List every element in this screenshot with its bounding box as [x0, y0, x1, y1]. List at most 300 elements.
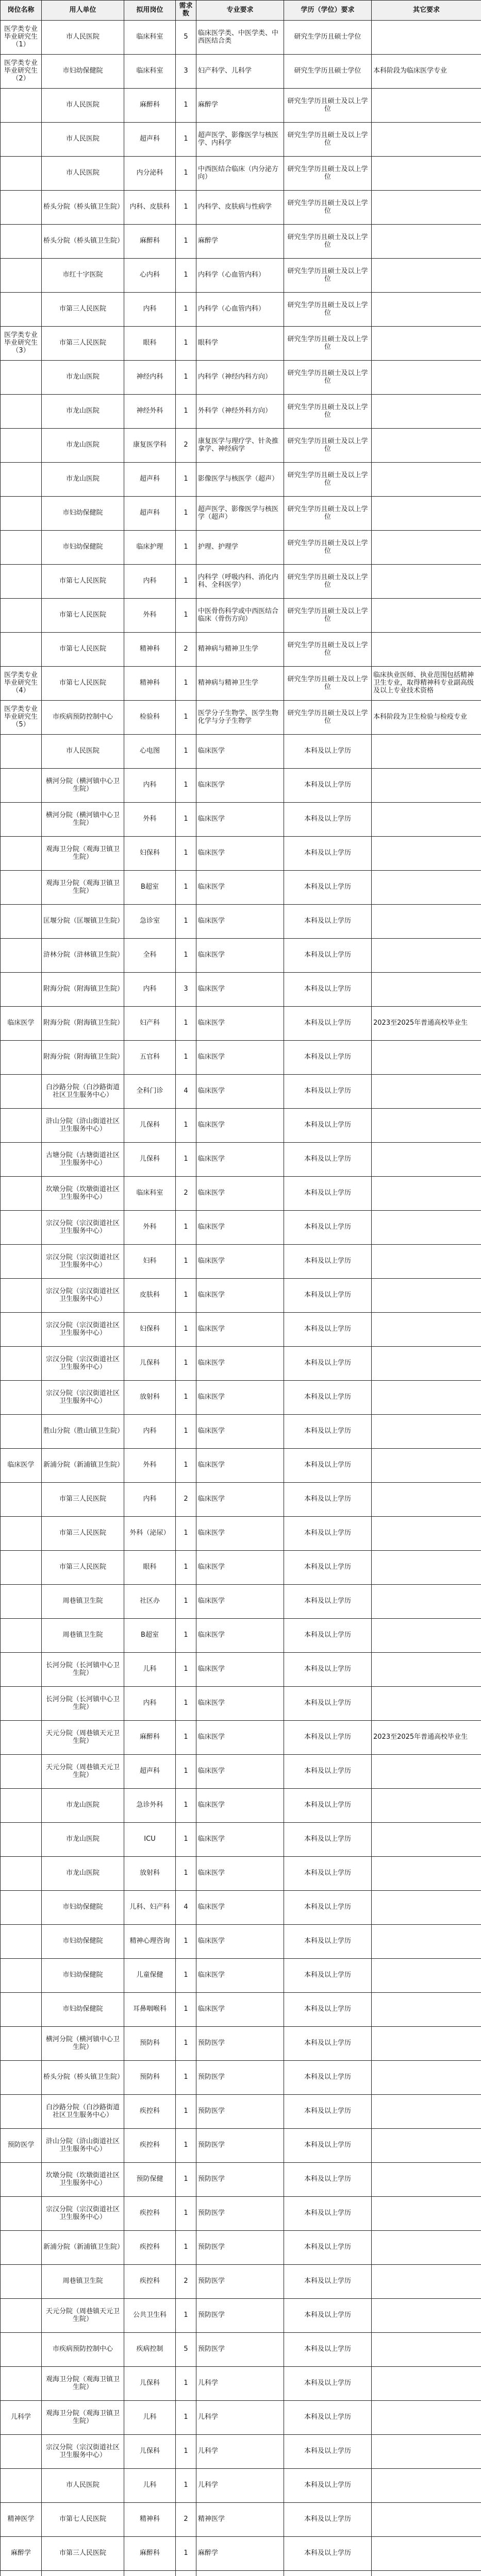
- cell-other: [372, 1755, 481, 1789]
- cell-major: 内科学（呼吸内科、消化内科、全科医学）: [196, 565, 284, 599]
- cell-major: 预防医学: [196, 2129, 284, 2163]
- cell-other: 本科阶段为临床医学专业: [372, 55, 481, 89]
- cell-other: [372, 395, 481, 429]
- cell-other: [372, 803, 481, 837]
- cell-education: 本科及以上学历: [284, 2469, 372, 2503]
- cell-major: 临床医学: [196, 1755, 284, 1789]
- cell-employer: 市第三人民医院: [42, 327, 124, 361]
- cell-education: 本科及以上学历: [284, 1789, 372, 1823]
- cell-major: 儿科学: [196, 2367, 284, 2401]
- table-row: [1, 429, 481, 463]
- cell-post: 儿童保健: [124, 1959, 176, 1993]
- cell-count: 1: [176, 361, 196, 395]
- cell-employer: 市人民医院: [42, 89, 124, 123]
- cell-post: 临床科室: [124, 21, 176, 55]
- cell-post: 皮肤科: [124, 1279, 176, 1313]
- cell-count: 1: [176, 2129, 196, 2163]
- cell-other: [372, 973, 481, 1007]
- table-row: [1, 2163, 481, 2197]
- cell-major: 医学分子生物学、医学生物化学与分子生物学: [196, 701, 284, 735]
- cell-post: 妇科: [124, 1245, 176, 1279]
- cell-education: 研究生学历且硕士学位: [284, 55, 372, 89]
- cell-count: 1: [176, 1517, 196, 1551]
- cell-post: 疾控科: [124, 2197, 176, 2231]
- cell-count: 1: [176, 1687, 196, 1721]
- cell-post: 临床护理: [124, 531, 176, 565]
- table-row: [1, 1789, 481, 1823]
- cell-post: 精神科: [124, 2503, 176, 2537]
- cell-count: 1: [176, 667, 196, 701]
- cell-count: 1: [176, 905, 196, 939]
- table-row: [1, 89, 481, 123]
- cell-employer: 市妇幼保健院: [42, 531, 124, 565]
- cell-count: 1: [176, 1313, 196, 1347]
- cell-post: 疾控科: [124, 2129, 176, 2163]
- cell-employer: 市龙山医院: [42, 1823, 124, 1857]
- cell-education: 研究生学历且硕士及以上学位: [284, 633, 372, 667]
- cell-major: 麻醉学: [196, 89, 284, 123]
- cell-position: [1, 1245, 42, 1279]
- cell-employer: 市第七人民医院: [42, 565, 124, 599]
- cell-employer: 附海分院（附海镇卫生院）: [42, 1041, 124, 1075]
- cell-employer: 观海卫分院（观海卫镇卫生院）: [42, 837, 124, 871]
- cell-education: 本科及以上学历: [284, 1313, 372, 1347]
- table-row: [1, 327, 481, 361]
- cell-other: [372, 429, 481, 463]
- table-row: [1, 1619, 481, 1653]
- cell-major: 临床医学: [196, 1075, 284, 1109]
- cell-position: 临床医学: [1, 1449, 42, 1483]
- cell-education: 本科及以上学历: [284, 2503, 372, 2537]
- cell-other: 本科阶段为卫生检验与检疫专业: [372, 701, 481, 735]
- cell-count: 1: [176, 1143, 196, 1177]
- cell-count: 1: [176, 2469, 196, 2503]
- cell-other: [372, 1823, 481, 1857]
- cell-education: 本科及以上学历: [284, 1687, 372, 1721]
- cell-other: [372, 1551, 481, 1585]
- cell-major: 眼科学: [196, 327, 284, 361]
- cell-education: 本科及以上学历: [284, 1245, 372, 1279]
- cell-education: 研究生学历且硕士及以上学位: [284, 497, 372, 531]
- cell-count: 4: [176, 1075, 196, 1109]
- cell-education: 本科及以上学历: [284, 1211, 372, 1245]
- cell-major: [196, 2571, 284, 2576]
- cell-position: [1, 2061, 42, 2095]
- cell-post: 妇保科: [124, 837, 176, 871]
- cell-education: 本科及以上学历: [284, 1517, 372, 1551]
- cell-post: 麻醉科: [124, 89, 176, 123]
- cell-other: [372, 1279, 481, 1313]
- cell-employer: 市第三人民医院: [42, 293, 124, 327]
- cell-post: 内科: [124, 973, 176, 1007]
- cell-employer: 市龙山医院: [42, 395, 124, 429]
- table-row: [1, 871, 481, 905]
- cell-count: 1: [176, 871, 196, 905]
- cell-education: 研究生学历且硕士及以上学位: [284, 157, 372, 191]
- cell-position: [1, 2435, 42, 2469]
- table-row: [1, 463, 481, 497]
- table-row: [1, 1823, 481, 1857]
- cell-post: 儿保科: [124, 1109, 176, 1143]
- cell-other: [372, 2503, 481, 2537]
- cell-other: [372, 2367, 481, 2401]
- table-row: [1, 803, 481, 837]
- cell-major: 临床医学: [196, 1381, 284, 1415]
- cell-employer: 市妇幼保健院: [42, 497, 124, 531]
- cell-count: 1: [176, 1007, 196, 1041]
- cell-other: [372, 837, 481, 871]
- cell-post: 儿科: [124, 2401, 176, 2435]
- cell-count: 1: [176, 225, 196, 259]
- cell-position: [1, 2231, 42, 2265]
- cell-count: 1: [176, 157, 196, 191]
- cell-position: [1, 1109, 42, 1143]
- cell-position: [1, 395, 42, 429]
- cell-other: [372, 1143, 481, 1177]
- cell-other: [372, 2299, 481, 2333]
- cell-post: 社区办: [124, 1585, 176, 1619]
- cell-employer: 市龙山医院: [42, 463, 124, 497]
- cell-education: 研究生学历且硕士及以上学位: [284, 327, 372, 361]
- cell-education: 研究生学历且硕士及以上学位: [284, 565, 372, 599]
- cell-position: [1, 225, 42, 259]
- cell-education: 本科及以上学历: [284, 1415, 372, 1449]
- cell-education: 本科及以上学历: [284, 2095, 372, 2129]
- cell-education: 本科及以上学历: [284, 1075, 372, 1109]
- table-row: [1, 1755, 481, 1789]
- cell-position: 医学类专业毕业研究生（2）: [1, 55, 42, 89]
- cell-count: 1: [176, 803, 196, 837]
- cell-post: 五官科: [124, 1041, 176, 1075]
- cell-post: 儿科、妇产科: [124, 1891, 176, 1925]
- table-row: [1, 2469, 481, 2503]
- cell-major: 临床医学: [196, 1313, 284, 1347]
- cell-other: [372, 1993, 481, 2027]
- header-row: [1, 1, 481, 21]
- cell-major: 精神病与精神卫生学: [196, 667, 284, 701]
- cell-count: 1: [176, 259, 196, 293]
- cell-major: 临床医学: [196, 1721, 284, 1755]
- cell-employer: 浒林分院（浒林镇卫生院）: [42, 939, 124, 973]
- cell-position: [1, 2027, 42, 2061]
- cell-other: [372, 939, 481, 973]
- table-row: [1, 565, 481, 599]
- table-row: [1, 1313, 481, 1347]
- cell-education: 本科及以上学历: [284, 2299, 372, 2333]
- cell-other: [372, 225, 481, 259]
- cell-post: 疾控科: [124, 2095, 176, 2129]
- cell-count: 1: [176, 1415, 196, 1449]
- cell-other: [372, 1517, 481, 1551]
- cell-major: 儿科学: [196, 2435, 284, 2469]
- table-row: [1, 1143, 481, 1177]
- cell-education: 本科及以上学历: [284, 1449, 372, 1483]
- cell-education: 本科及以上学历: [284, 973, 372, 1007]
- cell-major: 中医骨伤科学或中西医结合临床（骨伤方向）: [196, 599, 284, 633]
- cell-education: [284, 2571, 372, 2576]
- cell-major: 临床医学: [196, 1279, 284, 1313]
- cell-employer: 市妇幼保健院: [42, 1959, 124, 1993]
- cell-major: 麻醉学: [196, 225, 284, 259]
- cell-position: [1, 1687, 42, 1721]
- cell-count: 5: [176, 21, 196, 55]
- cell-education: 研究生学历且硕士及以上学位: [284, 89, 372, 123]
- cell-other: [372, 871, 481, 905]
- cell-position: [1, 1653, 42, 1687]
- cell-other: [372, 769, 481, 803]
- cell-count: 1: [176, 1823, 196, 1857]
- table-row: [1, 123, 481, 157]
- cell-major: 临床医学: [196, 1109, 284, 1143]
- cell-position: [1, 1789, 42, 1823]
- cell-other: [372, 905, 481, 939]
- cell-position: [1, 633, 42, 667]
- table-row: [1, 1857, 481, 1891]
- cell-major: 内科学（心血管内科）: [196, 293, 284, 327]
- cell-employer: 古塘分院（古塘街道社区卫生服务中心）: [42, 1143, 124, 1177]
- cell-position: [1, 2333, 42, 2367]
- cell-position: [1, 1483, 42, 1517]
- cell-major: 临床医学: [196, 1993, 284, 2027]
- cell-employer: 周巷镇卫生院: [42, 2265, 124, 2299]
- cell-count: 4: [176, 1891, 196, 1925]
- table-row: [1, 1007, 481, 1041]
- cell-employer: 市妇幼保健院: [42, 1993, 124, 2027]
- cell-count: 1: [176, 837, 196, 871]
- cell-post: 内科、皮肤科: [124, 191, 176, 225]
- cell-education: 本科及以上学历: [284, 1347, 372, 1381]
- cell-post: 儿保科: [124, 1143, 176, 1177]
- cell-post: 疾控科: [124, 2265, 176, 2299]
- cell-position: [1, 1211, 42, 1245]
- cell-major: 临床医学: [196, 1347, 284, 1381]
- cell-other: [372, 565, 481, 599]
- cell-count: 2: [176, 2503, 196, 2537]
- cell-count: 1: [176, 1551, 196, 1585]
- cell-position: 精神医学: [1, 2503, 42, 2537]
- cell-employer: 宗汉分院（宗汉街道社区卫生服务中心）: [42, 1245, 124, 1279]
- cell-position: [1, 429, 42, 463]
- cell-count: 1: [176, 701, 196, 735]
- cell-count: 1: [176, 2401, 196, 2435]
- cell-employer: 市疾病预防控制中心: [42, 701, 124, 735]
- cell-post: 眼科: [124, 327, 176, 361]
- cell-count: 1: [176, 1925, 196, 1959]
- cell-post: 放射科: [124, 1381, 176, 1415]
- table-row: [1, 2027, 481, 2061]
- cell-count: 2: [176, 429, 196, 463]
- cell-major: 临床医学: [196, 871, 284, 905]
- cell-position: [1, 259, 42, 293]
- cell-post: 神经内科: [124, 361, 176, 395]
- cell-other: [372, 1449, 481, 1483]
- cell-other: [372, 2401, 481, 2435]
- cell-count: 1: [176, 2299, 196, 2333]
- cell-employer: 周巷镇卫生院: [42, 1619, 124, 1653]
- cell-position: [1, 1959, 42, 1993]
- header-major: 专业要求: [196, 1, 284, 21]
- cell-position: [1, 973, 42, 1007]
- cell-count: 1: [176, 2027, 196, 2061]
- cell-employer: 新浦分院（新浦镇卫生院）: [42, 1449, 124, 1483]
- table-row: [1, 55, 481, 89]
- cell-major: 临床医学: [196, 1891, 284, 1925]
- table-row: [1, 2571, 481, 2576]
- cell-employer: 市第七人民医院: [42, 633, 124, 667]
- cell-post: 眼科: [124, 1551, 176, 1585]
- cell-position: [1, 2265, 42, 2299]
- cell-education: 本科及以上学历: [284, 1721, 372, 1755]
- cell-major: 麻醉学: [196, 2537, 284, 2571]
- cell-major: 临床医学: [196, 905, 284, 939]
- cell-employer: 天元分院（周巷镇天元卫生院）: [42, 2299, 124, 2333]
- cell-position: 医学类专业毕业研究生（5）: [1, 701, 42, 735]
- cell-major: 护理、护理学: [196, 531, 284, 565]
- cell-employer: 白沙路分院（白沙路街道社区卫生服务中心）: [42, 1075, 124, 1109]
- table-row: [1, 701, 481, 735]
- cell-position: [1, 2197, 42, 2231]
- cell-post: 儿保科: [124, 2435, 176, 2469]
- cell-count: 1: [176, 1245, 196, 1279]
- cell-count: 1: [176, 2061, 196, 2095]
- cell-education: 本科及以上学历: [284, 2435, 372, 2469]
- cell-count: 1: [176, 769, 196, 803]
- cell-major: 影像医学与核医学（超声）: [196, 463, 284, 497]
- cell-post: 儿科: [124, 1653, 176, 1687]
- table-row: [1, 1177, 481, 1211]
- cell-education: 本科及以上学历: [284, 1007, 372, 1041]
- cell-employer: 长河分院（长河镇中心卫生院）: [42, 1687, 124, 1721]
- cell-other: 2023至2025年普通高校毕业生: [372, 1721, 481, 1755]
- cell-other: [372, 1245, 481, 1279]
- cell-count: 1: [176, 2435, 196, 2469]
- cell-count: 1: [176, 2095, 196, 2129]
- cell-count: 1: [176, 1041, 196, 1075]
- cell-major: 中西医结合临床（内分泌方向）: [196, 157, 284, 191]
- cell-education: 本科及以上学历: [284, 1585, 372, 1619]
- table-body: [1, 21, 481, 2576]
- cell-position: [1, 1823, 42, 1857]
- cell-post: 儿保科: [124, 2367, 176, 2401]
- cell-major: 临床医学: [196, 1823, 284, 1857]
- cell-position: [1, 1415, 42, 1449]
- cell-position: [1, 2367, 42, 2401]
- cell-count: 1: [176, 327, 196, 361]
- cell-education: 研究生学历且硕士及以上学位: [284, 395, 372, 429]
- table-row: [1, 191, 481, 225]
- cell-post: [124, 2571, 176, 2576]
- cell-education: 本科及以上学历: [284, 1857, 372, 1891]
- cell-major: 预防医学: [196, 2061, 284, 2095]
- cell-employer: 市人民医院: [42, 157, 124, 191]
- cell-post: 麻醉科: [124, 1721, 176, 1755]
- table-row: [1, 769, 481, 803]
- cell-major: 妇产科学、儿科学: [196, 55, 284, 89]
- cell-other: [372, 2197, 481, 2231]
- header-post: 拟用岗位: [124, 1, 176, 21]
- cell-education: 研究生学历且硕士及以上学位: [284, 191, 372, 225]
- cell-other: [372, 259, 481, 293]
- table-row: [1, 1109, 481, 1143]
- cell-employer: 周巷镇卫生院: [42, 1585, 124, 1619]
- cell-post: 精神心理咨询: [124, 1925, 176, 1959]
- cell-employer: 宗汉分院（宗汉街道社区卫生服务中心）: [42, 2197, 124, 2231]
- cell-major: 临床医学: [196, 1619, 284, 1653]
- cell-count: 1: [176, 463, 196, 497]
- cell-position: [1, 89, 42, 123]
- cell-major: 临床医学: [196, 1245, 284, 1279]
- cell-major: 临床医学: [196, 939, 284, 973]
- cell-post: 心内科: [124, 259, 176, 293]
- cell-position: [1, 735, 42, 769]
- cell-major: 临床医学: [196, 1517, 284, 1551]
- header-other: 其它要求: [372, 1, 481, 21]
- table-row: [1, 1721, 481, 1755]
- cell-count: 2: [176, 633, 196, 667]
- table-row: [1, 599, 481, 633]
- table-row: [1, 1517, 481, 1551]
- cell-major: 临床医学: [196, 1857, 284, 1891]
- cell-education: 本科及以上学历: [284, 1279, 372, 1313]
- cell-education: 本科及以上学历: [284, 1653, 372, 1687]
- cell-education: 研究生学历且硕士及以上学位: [284, 429, 372, 463]
- cell-other: [372, 1925, 481, 1959]
- cell-employer: 宗汉分院（宗汉街道社区卫生服务中心）: [42, 2435, 124, 2469]
- cell-post: 儿科: [124, 2469, 176, 2503]
- cell-other: 临床执业医师、执业范围包括精神卫生专业，取得精神科专业副高级及以上专业技术资格: [372, 667, 481, 701]
- cell-other: [372, 191, 481, 225]
- cell-other: [372, 1177, 481, 1211]
- cell-other: [372, 1415, 481, 1449]
- cell-education: 本科及以上学历: [284, 1755, 372, 1789]
- cell-position: [1, 1721, 42, 1755]
- cell-employer: 市人民医院: [42, 2469, 124, 2503]
- header-education: 学历（学位）要求: [284, 1, 372, 21]
- cell-education: 本科及以上学历: [284, 1551, 372, 1585]
- cell-count: 1: [176, 599, 196, 633]
- table-row: [1, 1959, 481, 1993]
- cell-education: 本科及以上学历: [284, 735, 372, 769]
- cell-post: 疾病控制: [124, 2333, 176, 2367]
- cell-major: 预防医学: [196, 2299, 284, 2333]
- cell-position: 儿科学: [1, 2401, 42, 2435]
- cell-education: 本科及以上学历: [284, 939, 372, 973]
- table-row: [1, 1211, 481, 1245]
- cell-position: [1, 2299, 42, 2333]
- cell-post: 疾控科: [124, 2231, 176, 2265]
- cell-education: 本科及以上学历: [284, 2333, 372, 2367]
- cell-post: 内科: [124, 1687, 176, 1721]
- cell-employer: 桥头分院（桥头镇卫生院）: [42, 225, 124, 259]
- cell-education: 研究生学历且硕士及以上学位: [284, 701, 372, 735]
- table-row: [1, 1891, 481, 1925]
- cell-position: 麻醉学: [1, 2537, 42, 2571]
- cell-other: [372, 497, 481, 531]
- cell-post: 妇产科: [124, 1007, 176, 1041]
- cell-post: 超声科: [124, 497, 176, 531]
- cell-major: 临床医学: [196, 1789, 284, 1823]
- cell-post: 精神科: [124, 633, 176, 667]
- cell-count: 1: [176, 1789, 196, 1823]
- cell-other: [372, 157, 481, 191]
- cell-post: 内科: [124, 565, 176, 599]
- cell-position: [1, 1551, 42, 1585]
- cell-education: 本科及以上学历: [284, 2367, 372, 2401]
- cell-post: 心电图: [124, 735, 176, 769]
- cell-count: 1: [176, 2197, 196, 2231]
- cell-count: 5: [176, 2333, 196, 2367]
- cell-post: 外科: [124, 1211, 176, 1245]
